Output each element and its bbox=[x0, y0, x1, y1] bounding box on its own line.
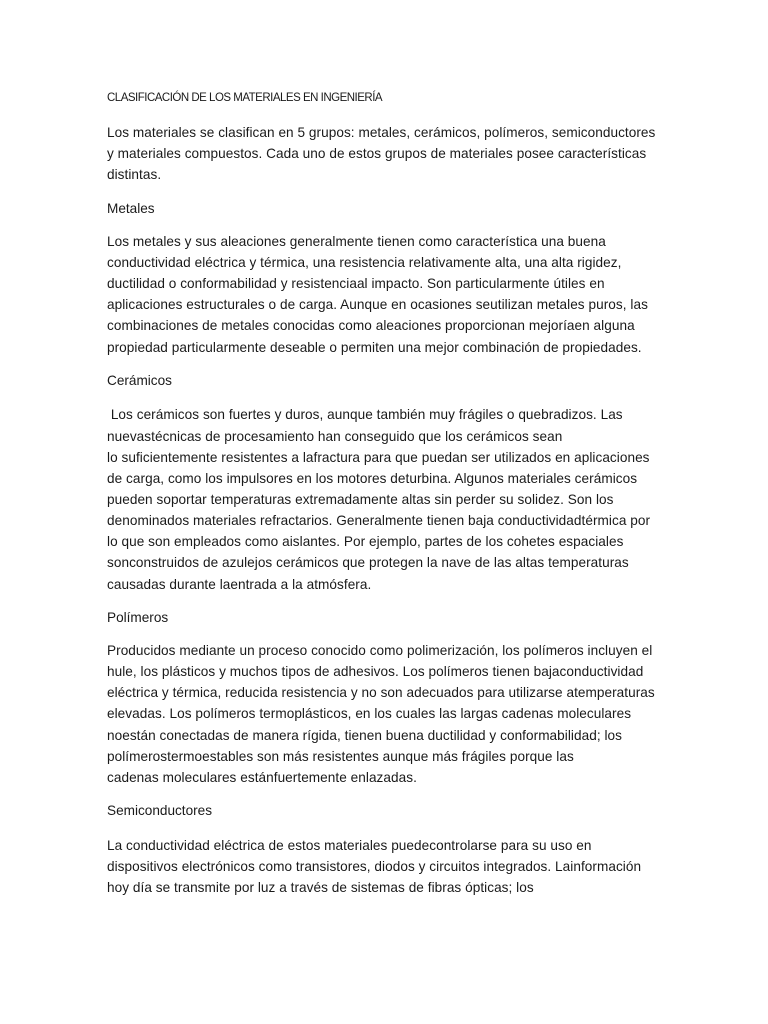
document-title: CLASIFICACIÓN DE LOS MATERIALES EN INGENIERÍA bbox=[107, 92, 383, 104]
polimeros-line: polímerostermoestables son más resistentes aunque más frágiles porque las bbox=[107, 749, 574, 764]
ceramicos-line: causadas durante laentrada a la atmósfera. bbox=[107, 577, 372, 592]
polimeros-line: hule, los plásticos y muchos tipos de adhesivos. Los polímeros tienen bajaconductividad bbox=[107, 664, 644, 679]
intro-line: y materiales compuestos. Cada uno de estos grupos de materiales posee características bbox=[107, 146, 647, 161]
metales-line: Los metales y sus aleaciones generalmente tienen como característica una buena bbox=[107, 234, 606, 249]
ceramicos-line: de carga, como los impulsores en los motores deturbina. Algunos materiales cerámicos bbox=[107, 471, 638, 486]
section-heading-semiconductores: Semiconductores bbox=[107, 803, 213, 818]
ceramicos-line: nuevastécnicas de procesamiento han conseguido que los cerámicos sean bbox=[107, 429, 563, 444]
metales-line: propiedad particularmente deseable o permiten una mejor combinación de propiedades. bbox=[107, 340, 642, 355]
metales-line: conductividad eléctrica y térmica, una resistencia relativamente alta, una alta rigidez, bbox=[107, 255, 622, 270]
ceramicos-line: Los cerámicos son fuertes y duros, aunque también muy frágiles o quebradizos. Las bbox=[107, 407, 623, 422]
polimeros-line: cadenas moleculares estánfuertemente enlazadas. bbox=[107, 770, 417, 785]
metales-line: combinaciones de metales conocidas como aleaciones proporcionan mejoríaen alguna bbox=[107, 318, 635, 333]
metales-line: aplicaciones estructurales o de carga. Aunque en ocasiones seutilizan metales puros, las bbox=[107, 297, 648, 312]
section-heading-ceramicos: Cerámicos bbox=[107, 373, 172, 388]
polimeros-line: noestán conectadas de manera rígida, tienen buena ductilidad y conformabilidad; los bbox=[107, 728, 623, 743]
intro-line: Los materiales se clasifican en 5 grupos: metales, cerámicos, polímeros, semiconductores bbox=[107, 125, 656, 140]
polimeros-line: elevadas. Los polímeros termoplásticos, en los cuales las largas cadenas moleculares bbox=[107, 706, 632, 721]
ceramicos-line: lo suficientemente resistentes a lafractura para que puedan ser utilizados en aplicaciones bbox=[107, 450, 650, 465]
section-heading-metales: Metales bbox=[107, 201, 155, 216]
ceramicos-line: sonconstruidos de azulejos cerámicos que protegen la nave de las altas temperaturas bbox=[107, 555, 629, 570]
semiconductores-line: dispositivos electrónicos como transistores, diodos y circuitos integrados. Lainformación bbox=[107, 859, 642, 874]
metales-line: ductilidad o conformabilidad y resistenciaal impacto. Son particularmente útiles en bbox=[107, 276, 605, 291]
semiconductores-line: La conductividad eléctrica de estos materiales puedecontrolarse para su uso en bbox=[107, 838, 592, 853]
section-heading-polimeros: Polímeros bbox=[107, 610, 169, 625]
ceramicos-line: lo que son empleados como aislantes. Por ejemplo, partes de los cohetes espaciales bbox=[107, 534, 624, 549]
intro-line: distintas. bbox=[107, 167, 162, 182]
ceramicos-line: denominados materiales refractarios. Generalmente tienen baja conductividadtérmica por bbox=[107, 513, 651, 528]
semiconductores-line: hoy día se transmite por luz a través de sistemas de fibras ópticas; los bbox=[107, 880, 534, 895]
polimeros-line: Producidos mediante un proceso conocido como polimerización, los polímeros incluyen el bbox=[107, 643, 653, 658]
polimeros-line: eléctrica y térmica, reducida resistencia y no son adecuados para utilizarse atemperaturas bbox=[107, 685, 655, 700]
ceramicos-line: pueden soportar temperaturas extremadamente altas sin perder su solidez. Son los bbox=[107, 492, 614, 507]
